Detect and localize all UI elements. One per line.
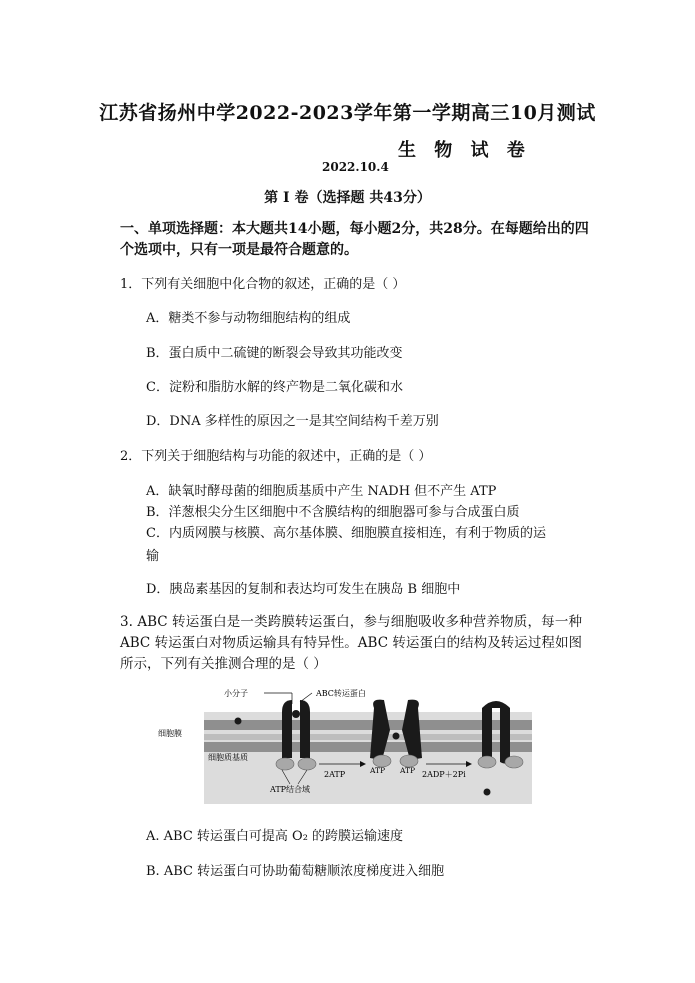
label-atp-right: ATP — [400, 766, 416, 775]
label-small-molecule: 小分子 — [224, 689, 248, 698]
question-3-option-b: B. ABC 转运蛋白可协助葡萄糖顺浓度梯度进入细胞 — [146, 864, 445, 879]
question-3-stem: 3. ABC 转运蛋白是一类跨膜转运蛋白，参与细胞吸收多种营养物质，每一种 ABC 转运蛋白对物质运输具有特异性。ABC 转运蛋白的结构及转运过程如图所示，下列有关推测合理的是（ ） — [120, 614, 582, 672]
label-abc-protein: ABC转运蛋白 — [316, 689, 366, 698]
section-heading: 一、单项选择题：本大题共14小题，每小题2分，共28分。在每题给出的四个选项中，只有一项是最符合题意的。 — [120, 221, 589, 258]
label-atp-binding-domain: ATP结合域 — [270, 785, 311, 794]
question-3-option-a: A. ABC 转运蛋白可提高 O₂ 的跨膜运输速度 — [146, 829, 404, 844]
label-cytoplasm: 细胞质基质 — [208, 753, 248, 762]
question-1-stem: 1．下列有关细胞中化合物的叙述，正确的是（ ） — [120, 277, 406, 292]
question-1-option-d: D．DNA 多样性的原因之一是其空间结构千差万别 — [146, 414, 439, 429]
label-2atp: 2ATP — [324, 770, 346, 779]
document-title: 江苏省扬州中学2022-2023学年第一学期高三10月测试 — [99, 102, 596, 124]
label-membrane: 细胞膜 — [158, 729, 182, 738]
abc-transporter-diagram — [158, 684, 532, 804]
part-heading: 第 I 卷（选择题 共43分） — [264, 190, 431, 206]
subject-title: 生 物 试 卷 — [398, 140, 531, 161]
label-atp-left: ATP — [370, 766, 386, 775]
question-1-option-b: B．蛋白质中二硫键的断裂会导致其功能改变 — [146, 346, 403, 361]
question-1-option-a: A．糖类不参与动物细胞结构的组成 — [146, 311, 351, 326]
small-molecule-dot — [235, 718, 242, 725]
question-2-option-a: A．缺氧时酵母菌的细胞质基质中产生 NADH 但不产生 ATP — [146, 484, 497, 499]
question-1-option-c: C．淀粉和脂肪水解的终产物是二氧化碳和水 — [146, 380, 403, 395]
question-2-option-d: D．胰岛素基因的复制和表达均可发生在胰岛 B 细胞中 — [146, 582, 461, 597]
question-2-stem: 2．下列关于细胞结构与功能的叙述中，正确的是（ ） — [120, 449, 432, 464]
question-2-option-b: B．洋葱根尖分生区细胞中不含膜结构的细胞器可参与合成蛋白质 — [146, 505, 520, 520]
question-2-option-c-cont: 输 — [146, 549, 160, 564]
label-adp: 2ADP＋2Pi — [422, 770, 466, 779]
question-2-option-c: C．内质网膜与核膜、高尔基体膜、细胞膜直接相连，有利于物质的运 — [146, 526, 546, 541]
exam-date: 2022.10.4 — [322, 160, 389, 174]
